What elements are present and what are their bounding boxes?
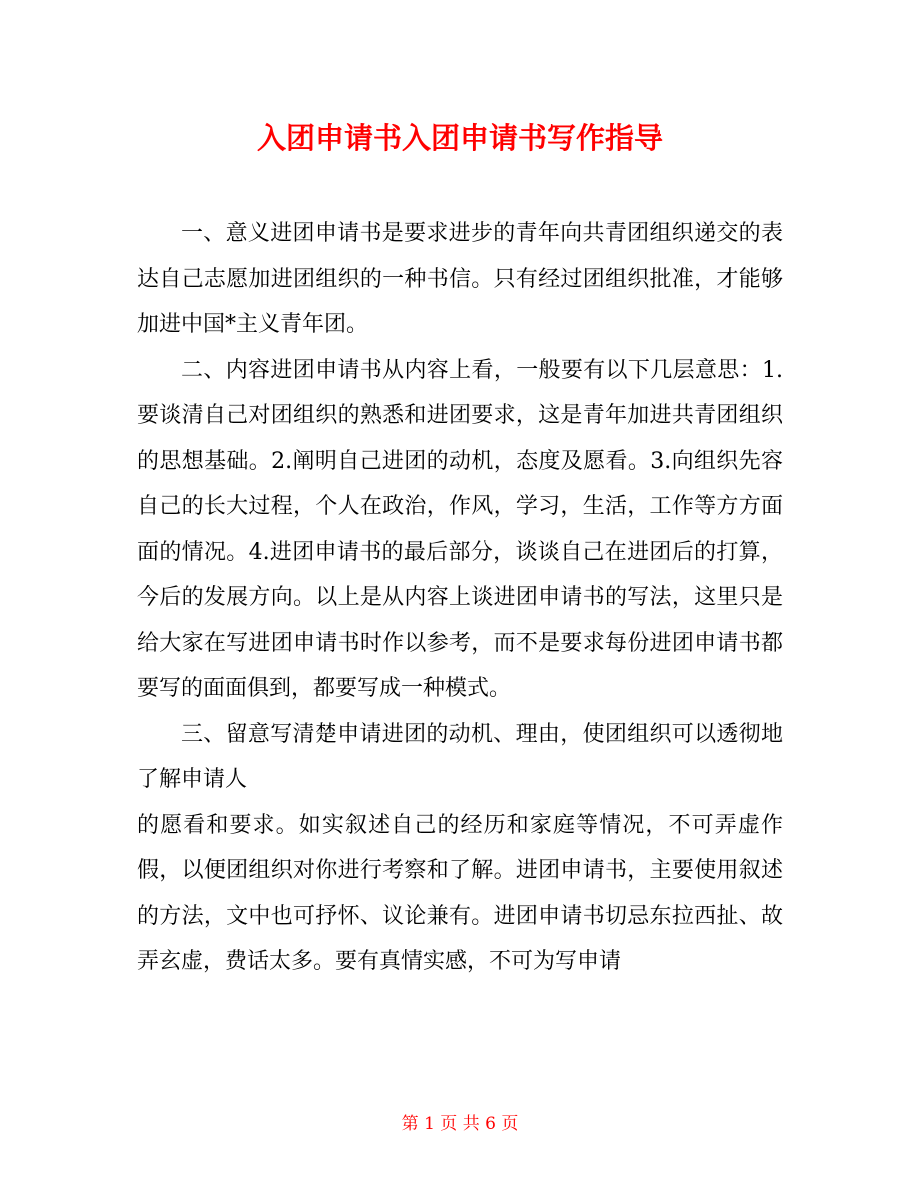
paragraph-attention-continued: 的愿看和要求。如实叙述自己的经历和家庭等情况，不可弄虚作假，以便团组织对你进行考察和了解。进团申请书，主要使用叙述的方法，文中也可抒怀、议论兼有。进团申请书切忌东拉西扯、故弄玄虚，费话太多。要有真情实感，不可为写申请 — [137, 812, 783, 974]
document-body — [137, 211, 783, 985]
paragraph-content: 二、内容进团申请书从内容上看，一般要有以下几层意思：1.要谈清自己对团组织的熟悉和进团要求，这是青年加进共青团组织的思想基础。2.阐明自己进团的动机，态度及愿看。3.向组织先容自己的长大过程，个人在政治，作风，学习，生活，工作等方方面面的情况。4.进团申请书的最后部分，谈谈自己在进团后的打算，今后的发展方向。以上是从内容上谈进团申请书的写法，这里只是给大家在写进团申请书时作以参考，而不是要求每份进团申请书都要写的面面俱到，都要写成一种模式。 — [137, 357, 783, 701]
document-title: 入团申请书入团申请书写作指导 — [256, 121, 663, 155]
paragraph-attention: 三、留意写清楚申请进团的动机、理由，使团组织可以透彻地了解申请人 — [137, 721, 783, 792]
paragraph-significance: 一、意义进团申请书是要求进步的青年向共青团组织递交的表达自己志愿加进团组织的一种书信。只有经过团组织批准，才能够加进中国*主义青年团。 — [137, 221, 783, 337]
page-number: 第 1 页 共 6 页 — [401, 1114, 519, 1134]
